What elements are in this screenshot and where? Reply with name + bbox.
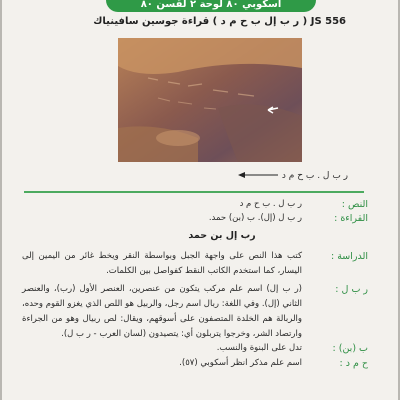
inscription-caption: JS 556 ( ر ب إل ب ح م د ) قراءة جوسين سافينياك [93, 16, 346, 27]
rock-photo-image [118, 38, 302, 162]
text-value: ر ب ل . ب ح م د [239, 199, 302, 209]
header-title-banner: أسكوبي ٨٠ لوحة ٢ لقسن ٨٠ [106, 0, 316, 12]
rock-inscription-photo [118, 38, 302, 162]
reading-value: ر ب ل (إل). ب (بن) حمد. [208, 213, 302, 223]
direction-arrow-row [238, 166, 348, 188]
bn-value: تدل على البنوة والنسب. [216, 343, 302, 353]
section-divider [24, 191, 364, 193]
hmd-label: ح م د : [339, 358, 368, 369]
text-label: النص : [341, 199, 368, 210]
study-label: الدراسة : [330, 251, 368, 262]
document-page [2, 0, 398, 400]
study-paragraph: كتب هذا النص على واجهة الجبل وبواسطة النقر ويخط غائر من اليمين إلى اليسار، كما استخدم الكاتب النقط كفواصل بين الكلمات. [22, 251, 302, 276]
rbl-paragraph: (ر ب إل) اسم علم مركب يتكون من عنصرين، العنصر الأول (رب)، والعنصر الثاني (إل). وفي اللغة: ربال اسم رجل، والربيل هو اللص الذي يغزو القوم وحده، والربالة هم الخلدة المتصفون على أسوقهم، ويقال: لص ربيال وهو من الجراءة وارتصاد الشر، وخرجوا يتربلون أي: يتصيدون (لسان العرب - ر ب ل). [22, 284, 302, 339]
reading-label: القراءة : [334, 213, 368, 224]
hmd-value: اسم علم مذكر انظر أسكوبي (٥٧). [179, 358, 302, 368]
rbl-label: ر ب ل : [335, 284, 368, 295]
reading-bold-line: رب إل بن حمد [188, 230, 256, 241]
arrow-transcription: ر ب ل . ب ح م د [281, 171, 348, 181]
left-arrow-icon [238, 170, 278, 180]
bn-label: ب (بن) : [332, 343, 368, 354]
